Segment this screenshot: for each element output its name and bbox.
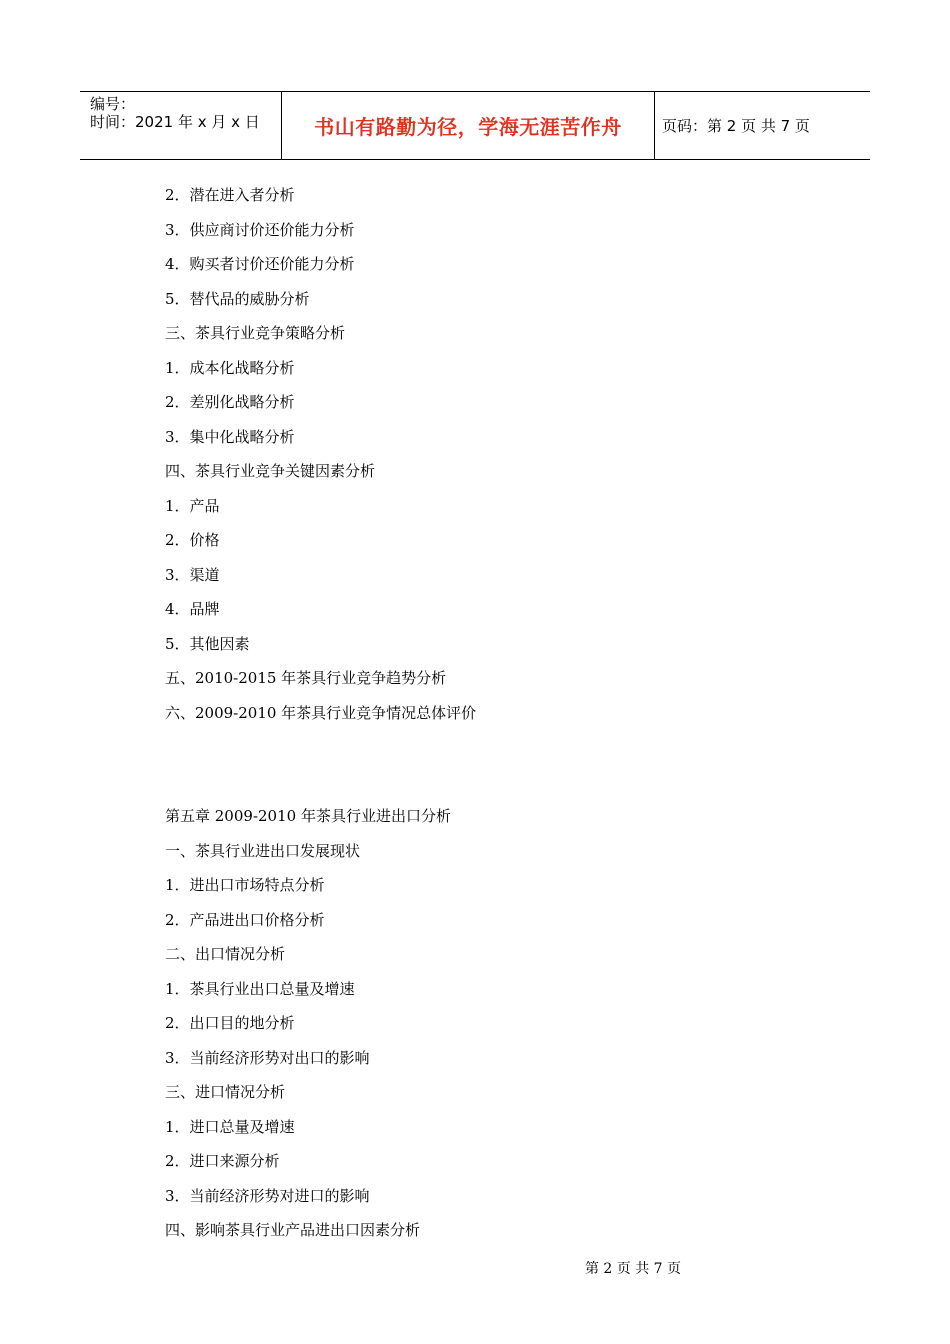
toc-entry: 三、进口情况分析: [165, 1083, 286, 1101]
toc-entry: 1．成本化战略分析: [165, 358, 295, 377]
toc-entry: 第五章 2009-2010 年茶具行业进出口分析: [165, 807, 451, 825]
toc-entry: 五、2010-2015 年茶具行业竞争趋势分析: [165, 669, 447, 687]
toc-entry: 5．替代品的威胁分析: [165, 289, 310, 308]
toc-entry: 六、2009-2010 年茶具行业竞争情况总体评价: [165, 703, 477, 722]
toc-entry: 2．出口目的地分析: [165, 1014, 295, 1032]
toc-entry: 一、茶具行业进出口发展现状: [165, 841, 361, 860]
header-motto: 书山有路勤为径，学海无涯苦作舟: [314, 115, 622, 139]
toc-entry: 1．进口总量及增速: [165, 1117, 295, 1136]
toc-entry: 1．产品: [165, 496, 220, 515]
toc-entry: 1．茶具行业出口总量及增速: [165, 979, 355, 998]
toc-entry: 3．集中化战略分析: [165, 427, 295, 446]
toc-entry: 2．价格: [165, 531, 220, 549]
toc-entry: 5．其他因素: [165, 634, 250, 653]
toc-entry: 3．渠道: [165, 565, 220, 584]
toc-entry: 4．购买者讨价还价能力分析: [165, 255, 355, 273]
toc-entry: 2．产品进出口价格分析: [165, 910, 325, 929]
toc-entry: 2．潜在进入者分析: [165, 186, 295, 204]
toc-entry: 三、茶具行业竞争策略分析: [165, 324, 346, 342]
toc-entry: 二、出口情况分析: [165, 945, 286, 963]
page-header: [80, 91, 870, 160]
table-of-contents: [165, 183, 785, 1253]
toc-entry: 2．进口来源分析: [165, 1152, 280, 1170]
header-motto-cell: [282, 92, 655, 159]
footer-page-number: 第 2 页 共 7 页: [584, 1261, 682, 1277]
toc-entry: 2．差别化战略分析: [165, 393, 295, 411]
blank-line: [165, 735, 785, 770]
toc-entry: 4．品牌: [165, 600, 220, 618]
toc-entry: 3．供应商讨价还价能力分析: [165, 220, 355, 239]
toc-entry: 四、影响茶具行业产品进出口因素分析: [165, 1221, 421, 1239]
toc-entry: 1．进出口市场特点分析: [165, 876, 325, 894]
blank-line: [165, 770, 785, 805]
toc-entry: 3．当前经济形势对进口的影响: [165, 1186, 370, 1205]
page-footer: [0, 1258, 950, 1278]
header-meta-cell: [80, 92, 282, 159]
toc-entry: 四、茶具行业竞争关键因素分析: [165, 462, 376, 480]
document-code-label: 编号：: [90, 95, 136, 113]
toc-entry: 3．当前经济形势对出口的影响: [165, 1048, 370, 1067]
document-time: 时间：2021 年 x 月 x 日: [90, 113, 260, 131]
header-page-info: 页码：第 2 页 共 7 页: [662, 117, 810, 135]
